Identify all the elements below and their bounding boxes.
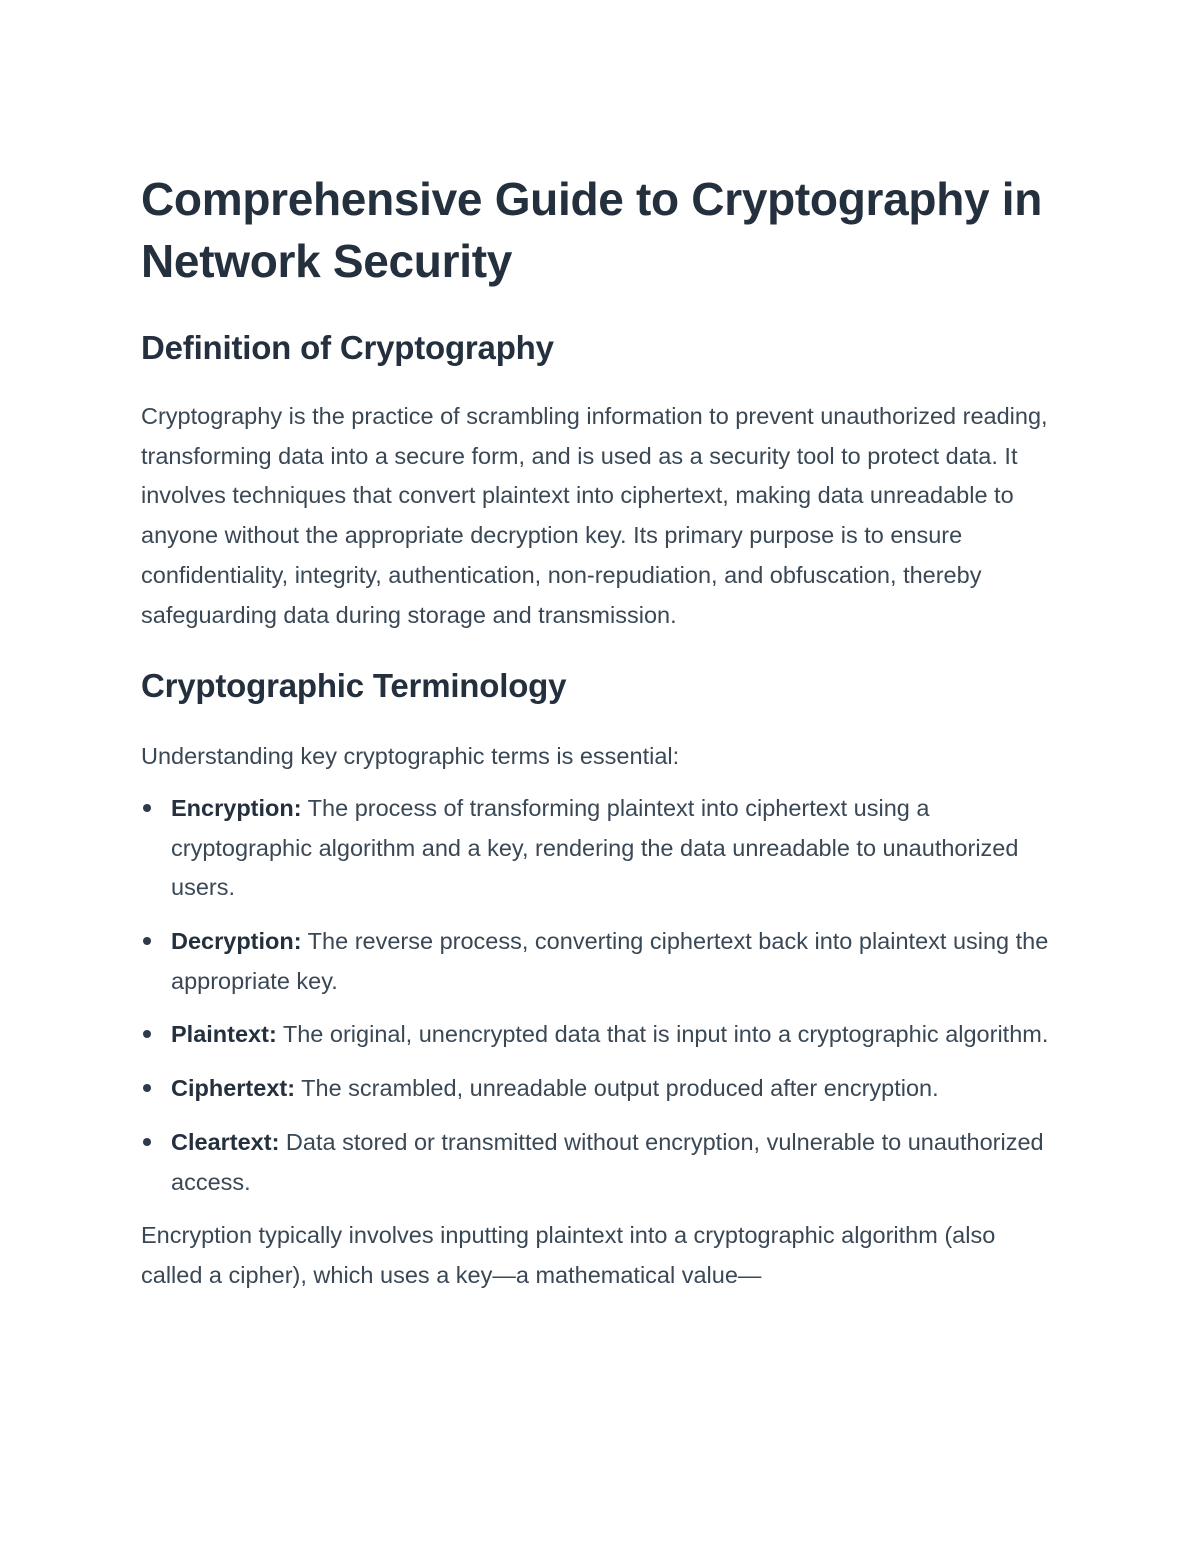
term-label: Cleartext: <box>171 1128 280 1155</box>
terminology-intro: Understanding key cryptographic terms is essential: <box>141 743 680 770</box>
bullet-icon <box>143 1138 151 1146</box>
term-label: Decryption: <box>171 928 302 955</box>
section-heading-definition: Definition of Cryptography <box>141 329 554 366</box>
list-item <box>141 922 1056 1001</box>
bullet-icon <box>143 937 151 945</box>
term-definition: The process of transforming plaintext into ciphertext using a cryptographic algorithm and a key, rendering the data unreadable to unauthorized users. <box>171 794 1019 901</box>
bullet-icon <box>143 1084 151 1092</box>
term-label: Encryption: <box>171 794 302 821</box>
definition-paragraph: Cryptography is the practice of scrambling information to prevent unauthorized reading, transforming data into a secure form, and is used as a security tool to protect data. It involves techniques that convert plaintext into ciphertext, making data unreadable to anyone without the appropriate decryption key. Its primary purpose is to ensure confidentiality, integrity, authentication, non-repudiation, and obfuscation, thereby safeguarding data during storage and transmission. <box>141 403 1048 628</box>
list-item <box>141 1123 1056 1202</box>
list-item <box>141 1015 1056 1055</box>
section-heading-terminology: Cryptographic Terminology <box>141 667 567 705</box>
document-page <box>141 168 1056 1296</box>
term-definition: Data stored or transmitted without encryption, vulnerable to unauthorized access. <box>171 1128 1044 1195</box>
document-title: Comprehensive Guide to Cryptography in Network Security <box>141 173 1043 287</box>
bullet-icon <box>143 804 151 812</box>
closing-paragraph: Encryption typically involves inputting plaintext into a cryptographic algorithm (also called a cipher), which uses a key—a mathematical value— <box>141 1222 996 1288</box>
term-label: Plaintext: <box>171 1021 277 1048</box>
bullet-icon <box>143 1030 151 1038</box>
term-definition: The scrambled, unreadable output produced after encryption. <box>295 1075 939 1102</box>
term-definition: The reverse process, converting ciphertext back into plaintext using the appropriate key. <box>171 928 1049 994</box>
list-item <box>141 1069 1056 1109</box>
term-definition: The original, unencrypted data that is input into a cryptographic algorithm. <box>276 1021 1049 1048</box>
term-label: Ciphertext: <box>171 1075 296 1102</box>
list-item <box>141 789 1056 908</box>
terminology-list <box>141 789 1056 1202</box>
